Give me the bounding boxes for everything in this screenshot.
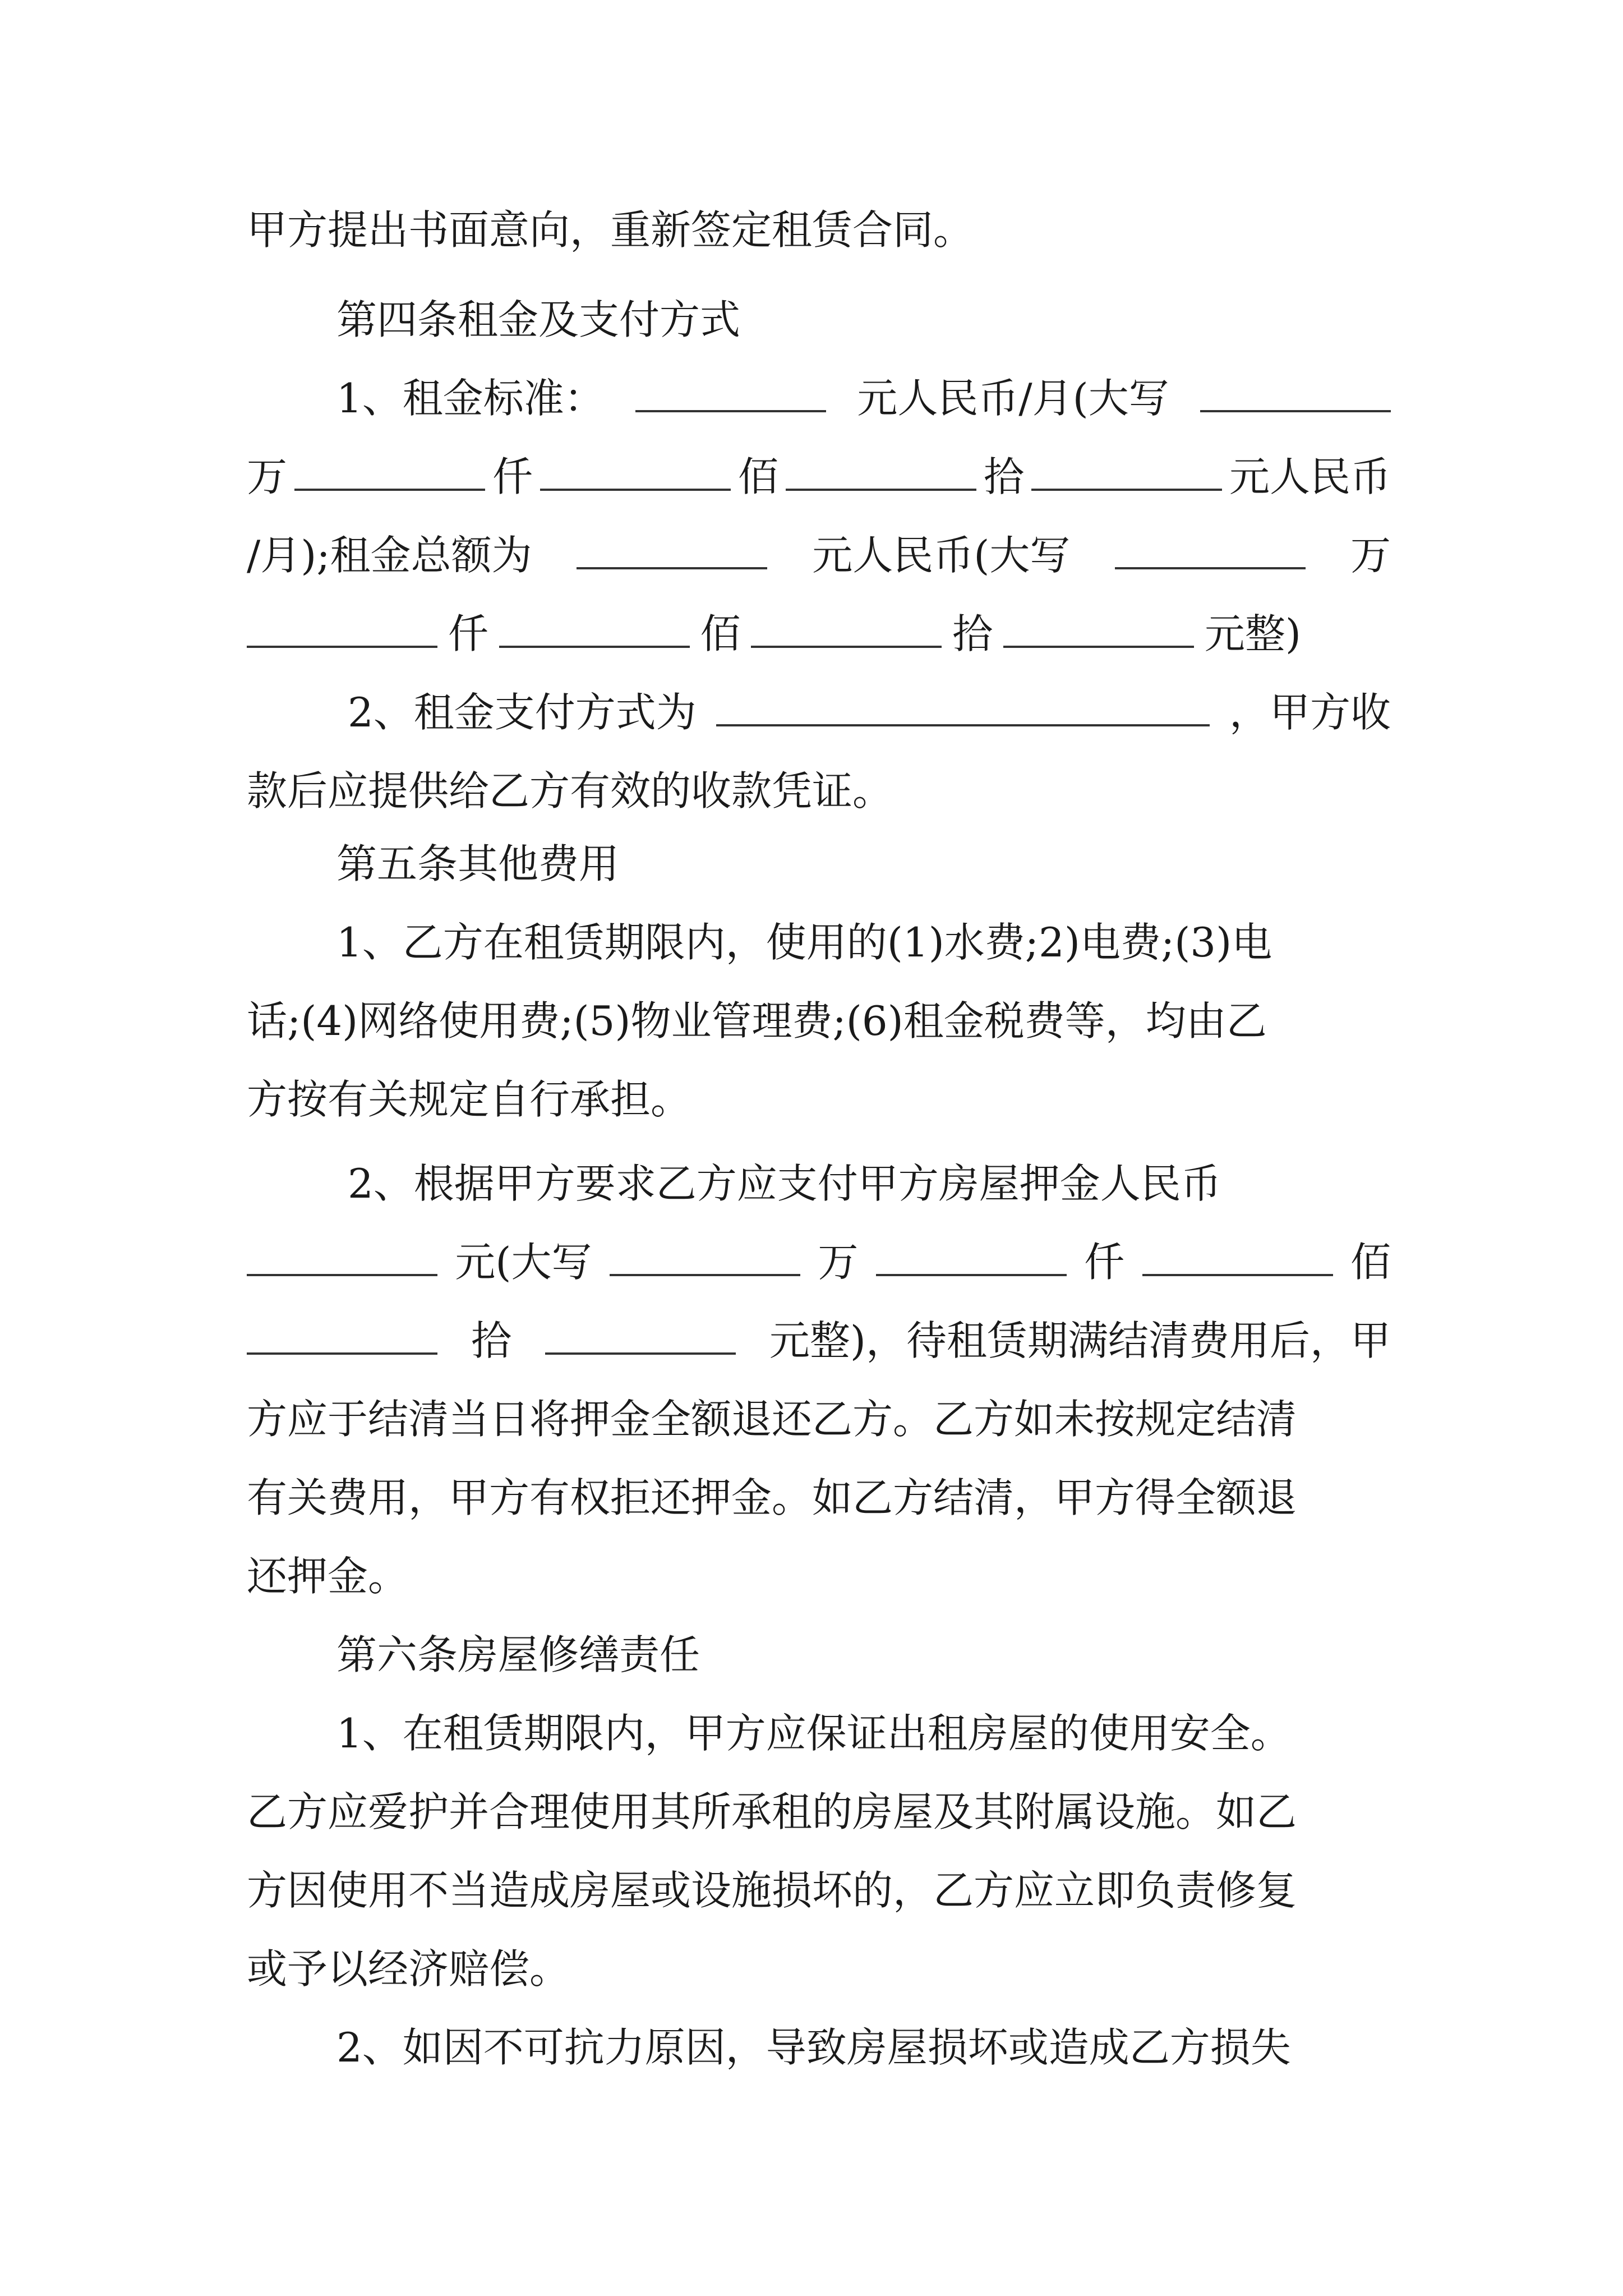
paragraph-text: 仟 [492,453,533,500]
text-line [336,909,1391,976]
paragraph-text: 仟 [1084,1239,1125,1286]
paragraph-text: 话;(4)网络使用费;(5)物业管理费;(6)租金税费等，均由乙 [247,997,1267,1045]
text-line [247,522,1391,589]
paragraph-text: 佰 [700,610,741,657]
fill-blank [610,1230,800,1276]
paragraph-text: 元(大写 [455,1239,592,1286]
text-line [247,1386,1391,1453]
fill-blank [716,680,1210,726]
paragraph-text: 款后应提供给乙方有效的收款凭证。 [247,767,893,815]
heading-text: 第四条租金及支付方式 [336,296,741,343]
heading-text: 第五条其他费用 [336,840,620,887]
text-line [247,1778,1391,1846]
paragraph-text: 1、在租赁期限内，甲方应保证出租房屋的使用安全。 [336,1710,1291,1757]
paragraph-text: 甲方提出书面意向，重新签定租赁合同。 [247,206,974,254]
text-line [247,757,1391,825]
paragraph-text: 1、租金标准： [336,375,605,422]
fill-blank [1003,602,1194,648]
paragraph-text: 方应于结清当日将押金全额退还乙方。乙方如未按规定结清 [247,1396,1297,1443]
fill-blank [1200,366,1391,412]
paragraph-text: 拾 [471,1317,511,1364]
fill-blank [294,445,485,491]
text-line [247,1307,1391,1374]
section-heading [336,1621,1391,1688]
paragraph-text: 方因使用不当造成房屋或设施损坏的，乙方应立即负责修复 [247,1867,1297,1914]
fill-blank [247,1230,437,1276]
fill-blank [247,1309,437,1355]
paragraph-text: 2、租金支付方式为 [348,689,697,736]
text-line [247,600,1301,668]
paragraph-text: 万 [1350,532,1391,579]
paragraph-text: 元整)，待租赁期满结清费用后，甲 [769,1317,1391,1364]
text-line [247,443,1391,510]
paragraph-text: 2、根据甲方要求乙方应支付甲方房屋押金人民币 [348,1160,1221,1207]
paragraph-text: 有关费用，甲方有权拒还押金。如乙方结清，甲方得全额退 [247,1474,1297,1521]
paragraph-text: 1、乙方在租赁期限内，使用的(1)水费;2)电费;(3)电 [336,919,1272,966]
fill-blank [1142,1230,1333,1276]
text-line [247,1857,1391,1924]
text-line [247,1935,1391,2003]
fill-blank [540,445,731,491]
paragraph-text: 元人民币(大写 [812,532,1071,579]
text-line [247,196,1391,264]
text-line [336,1700,1391,1767]
paragraph-text: 元人民币 [1229,453,1391,500]
fill-blank [577,523,767,569]
fill-blank [635,366,826,412]
fill-blank [876,1230,1067,1276]
text-line [336,365,1391,432]
text-line [336,2014,1391,2081]
paragraph-text: /月);租金总额为 [247,532,532,579]
paragraph-text: 或予以经济赔偿。 [247,1945,570,1993]
paragraph-text: 佰 [1350,1239,1391,1286]
paragraph-text: 元人民币/月(大写 [857,375,1169,422]
fill-blank [1031,445,1222,491]
paragraph-text: 万 [818,1239,859,1286]
paragraph-text: 仟 [448,610,488,657]
paragraph-text: 拾 [952,610,993,657]
heading-text: 第六条房屋修缮责任 [336,1631,700,1678]
paragraph-text: 2、如因不可抗力原因，导致房屋损坏或造成乙方损失 [336,2024,1291,2071]
paragraph-text: 万 [247,453,288,500]
text-line [247,1464,1391,1531]
text-line [247,1228,1391,1296]
paragraph-text: ，甲方收 [1229,689,1391,736]
paragraph-text: 拾 [983,453,1024,500]
text-line [247,1066,1391,1133]
text-line [247,987,1391,1055]
fill-blank [751,602,942,648]
fill-blank [247,602,437,648]
paragraph-text: 佰 [737,453,778,500]
text-line [348,679,1391,746]
text-line [348,1150,1391,1217]
fill-blank [1115,523,1306,569]
section-heading [336,830,1391,898]
text-line [247,1543,1391,1610]
fill-blank [499,602,690,648]
paragraph-text: 乙方应爱护并合理使用其所承租的房屋及其附属设施。如乙 [247,1788,1297,1835]
fill-blank [545,1309,736,1355]
paragraph-text: 方按有关规定自行承担。 [247,1076,691,1123]
fill-blank [786,445,976,491]
paragraph-text: 元整) [1204,610,1301,657]
paragraph-text: 还押金。 [247,1553,409,1600]
section-heading [336,286,1391,353]
